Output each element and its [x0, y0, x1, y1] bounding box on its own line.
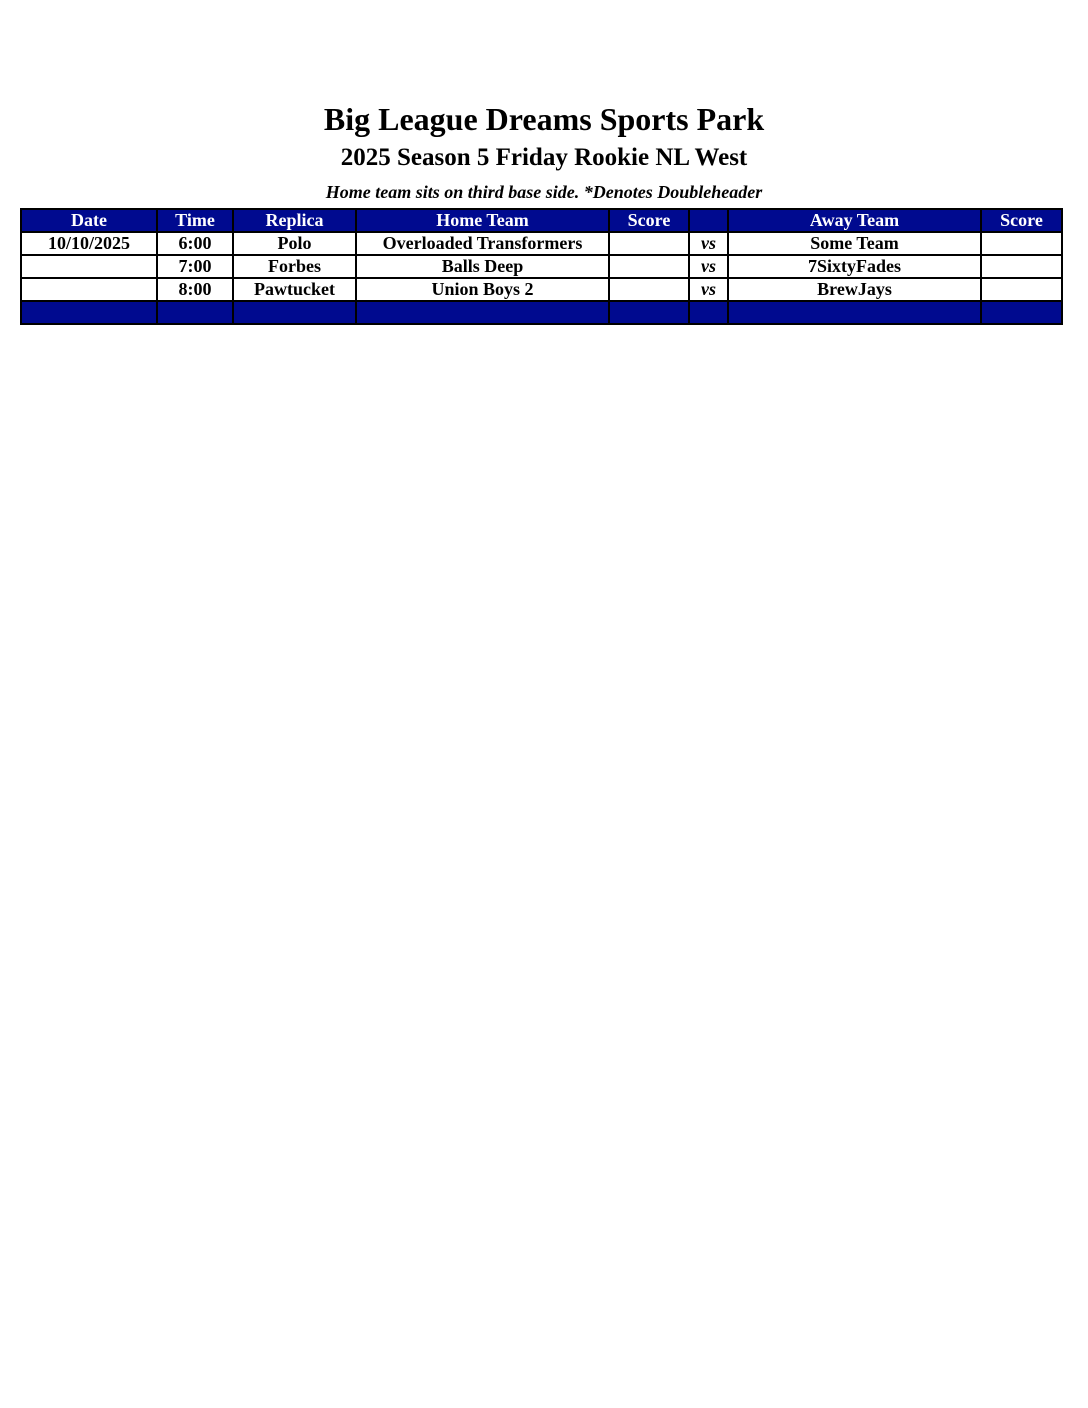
- subtitle: 2025 Season 5 Friday Rookie NL West: [340, 144, 748, 171]
- column-header-away-score: Score: [981, 209, 1062, 232]
- home-team-cell: Overloaded Transformers: [356, 232, 609, 255]
- replica-cell: Polo: [233, 232, 356, 255]
- table-row: [21, 232, 1062, 255]
- time-cell: 7:00: [157, 255, 233, 278]
- date-cell: [21, 278, 157, 301]
- home-score-cell: [609, 232, 689, 255]
- footer-band-cell: [21, 301, 157, 324]
- column-header-vs: [689, 209, 728, 232]
- footer-band-cell: [689, 301, 728, 324]
- away-team-cell: Some Team: [728, 232, 981, 255]
- away-team-cell: BrewJays: [728, 278, 981, 301]
- column-header-home-team: Home Team: [356, 209, 609, 232]
- schedule-table: [20, 208, 1063, 325]
- replica-cell: Forbes: [233, 255, 356, 278]
- home-team-cell: Union Boys 2: [356, 278, 609, 301]
- away-score-cell: [981, 232, 1062, 255]
- footer-band-cell: [233, 301, 356, 324]
- vs-cell: vs: [689, 278, 728, 301]
- away-score-cell: [981, 278, 1062, 301]
- replica-cell: Pawtucket: [233, 278, 356, 301]
- footer-band-cell: [728, 301, 981, 324]
- column-header-home-score: Score: [609, 209, 689, 232]
- away-team-cell: 7SixtyFades: [728, 255, 981, 278]
- home-team-cell: Balls Deep: [356, 255, 609, 278]
- date-cell: 10/10/2025: [21, 232, 157, 255]
- column-header-replica: Replica: [233, 209, 356, 232]
- footer-band-cell: [157, 301, 233, 324]
- table-row: [21, 255, 1062, 278]
- note: Home team sits on third base side. *Denotes Doubleheader: [325, 182, 763, 202]
- footer-band-row: [21, 301, 1062, 324]
- header-row: [21, 209, 1062, 232]
- table-row: [21, 278, 1062, 301]
- away-score-cell: [981, 255, 1062, 278]
- column-header-date: Date: [21, 209, 157, 232]
- footer-band-cell: [356, 301, 609, 324]
- column-header-away-team: Away Team: [728, 209, 981, 232]
- time-cell: 6:00: [157, 232, 233, 255]
- date-cell: [21, 255, 157, 278]
- home-score-cell: [609, 255, 689, 278]
- footer-band-cell: [981, 301, 1062, 324]
- column-header-time: Time: [157, 209, 233, 232]
- footer-band-cell: [609, 301, 689, 324]
- vs-cell: vs: [689, 232, 728, 255]
- vs-cell: vs: [689, 255, 728, 278]
- title: Big League Dreams Sports Park: [323, 101, 765, 137]
- time-cell: 8:00: [157, 278, 233, 301]
- home-score-cell: [609, 278, 689, 301]
